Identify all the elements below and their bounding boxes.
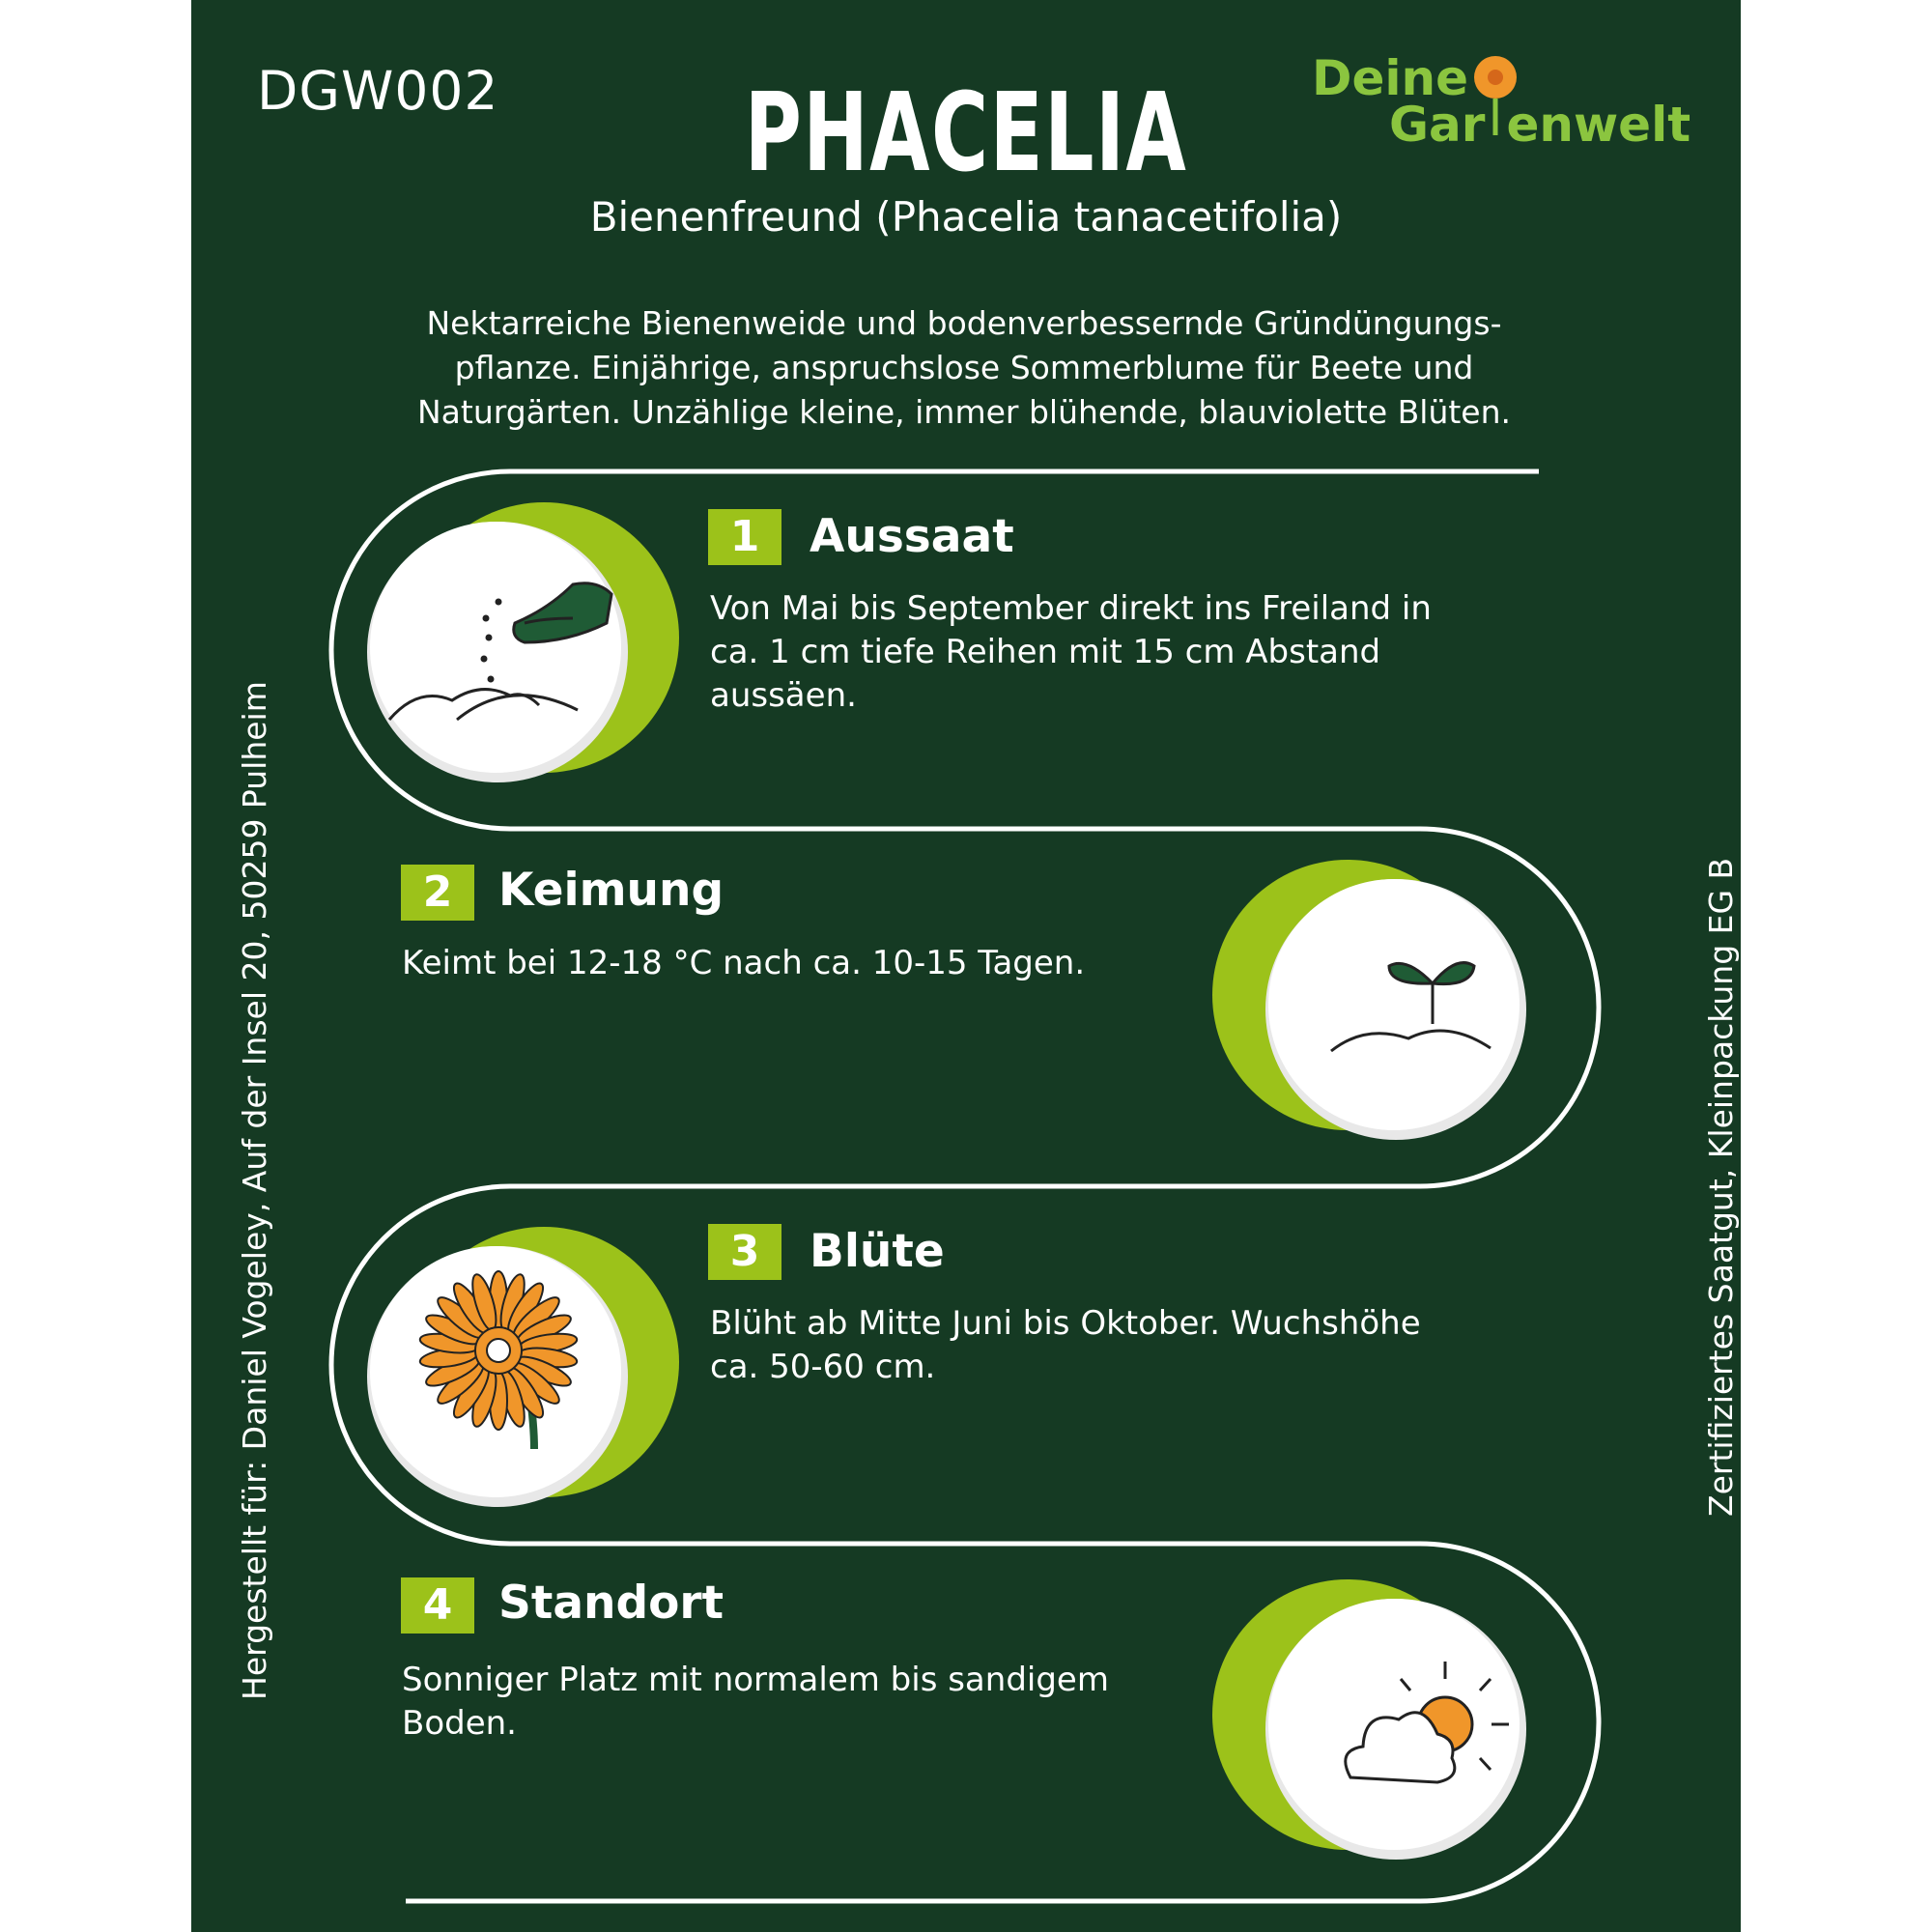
page-subtitle: Bienenfreund (Phacelia tanacetifolia): [589, 193, 1343, 241]
intro-line: Nektarreiche Bienenweide und bodenverbessernde Gründüngungs-: [426, 304, 1502, 342]
intro-line: pflanze. Einjährige, anspruchslose Sommerblume für Beete und: [454, 349, 1474, 386]
step4-text: Sonniger Platz mit normalem bis sandigem Boden.: [402, 1661, 1109, 1743]
seed-packet-card: [191, 0, 1741, 1932]
step4-title: Standort: [498, 1577, 724, 1630]
intro-text: [327, 301, 1602, 435]
manufacturer-text: Hergestellt für: Daniel Vogeley, Auf der Insel 20, 50259 Pulheim: [236, 681, 273, 1700]
certification-text: Zertifiziertes Saatgut, Kleinpackung EG B: [1702, 857, 1740, 1517]
step1-number: 1: [708, 509, 781, 565]
step1-text: Von Mai bis September direkt ins Freiland in ca. 1 cm tiefe Reihen mit 15 cm Abstand aussäen.: [710, 589, 1432, 715]
step4-badge: [1212, 1579, 1526, 1860]
step2-number: 2: [401, 865, 474, 921]
intro-line: Naturgärten. Unzählige kleine, immer blühende, blauviolette Blüten.: [416, 393, 1512, 431]
page-title: PHACELIA: [744, 71, 1188, 196]
step2-badge: [1212, 860, 1526, 1140]
logo-text-line2: Gar enwelt: [1389, 97, 1691, 153]
step3-title: Blüte: [810, 1225, 945, 1278]
step3-text: Blüht ab Mitte Juni bis Oktober. Wuchshöhe ca. 50-60 cm.: [710, 1304, 1421, 1386]
step1-title: Aussaat: [810, 510, 1014, 563]
step4-number: 4: [401, 1577, 474, 1634]
logo-text-line1: Deine: [1312, 50, 1469, 106]
step2-title: Keimung: [498, 864, 724, 917]
step2-text: Keimt bei 12-18 °C nach ca. 10-15 Tagen.: [402, 944, 1086, 982]
product-code: DGW002: [257, 60, 499, 122]
step3-number: 3: [708, 1224, 781, 1280]
